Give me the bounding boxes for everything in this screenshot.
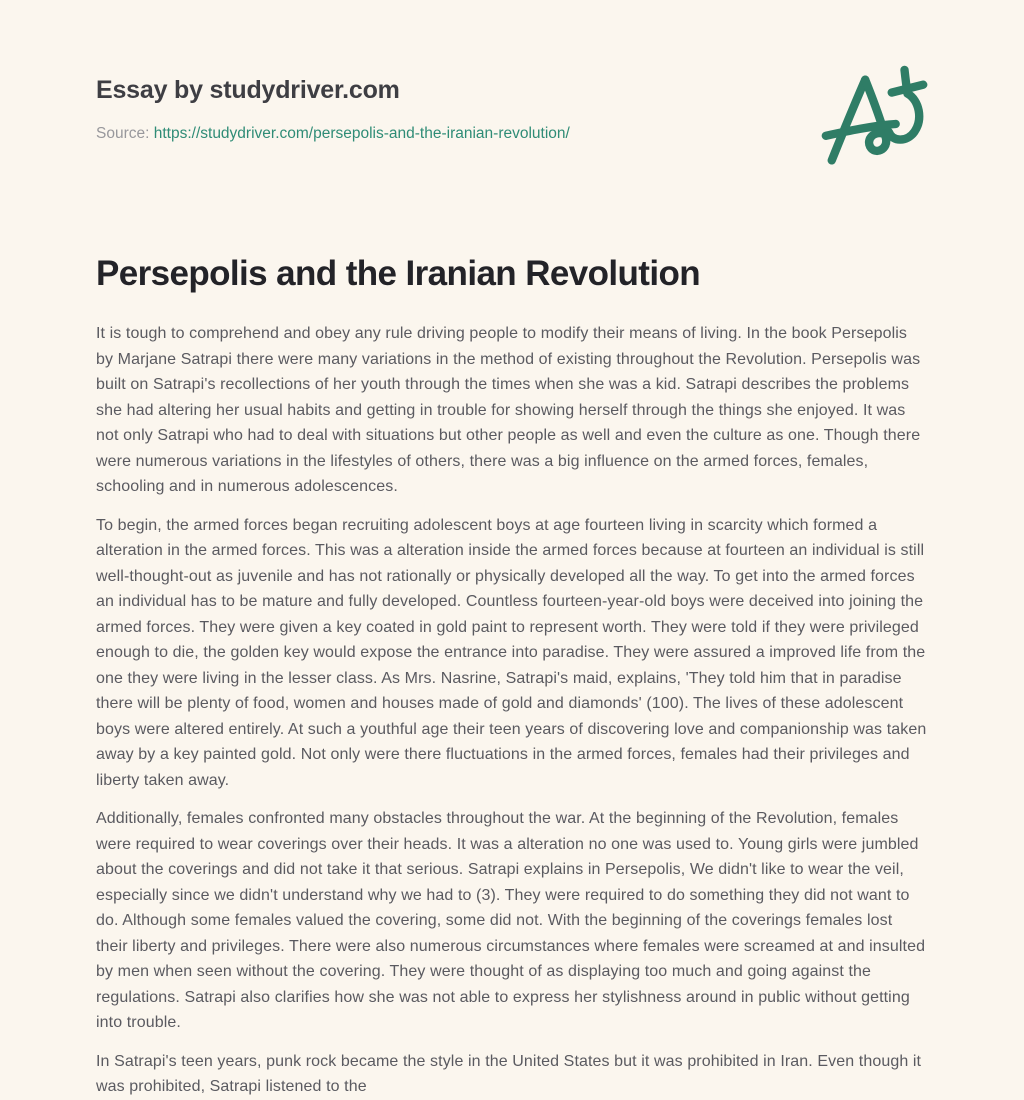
studydriver-logo xyxy=(816,64,936,182)
essay-title: Persepolis and the Iranian Revolution xyxy=(96,254,701,293)
page-header xyxy=(96,76,928,145)
source-label: Source: xyxy=(96,125,150,142)
essay-article xyxy=(96,253,928,1100)
essay-paragraph: To begin, the armed forces began recruiting adolescent boys at age fourteen living in scarcity which formed a alteration in the armed forces. This was a alteration inside the armed forces because at fourteen an individual is still well-thought-out as juvenile and has not rationally or physically developed all the way. To get into the armed forces an individual has to be mature and fully developed. Countless fourteen-year-old boys were deceived into joining the armed forces. They were given a key coated in gold paint to represent worth. They were told if they were privileged enough to die, the golden key would expose the entrance into paradise. They were assured a improved life from the one they were living in the lesser class. As Mrs. Nasrine, Satrapi's maid, explains, 'They told him that in paradise there will be plenty of food, women and houses made of gold and diamonds' (100). The lives of these adolescent boys were altered entirely. At such a youthful age their teen years of discovering love and companionship was taken away by a key painted gold. Not only were there fluctuations in the armed forces, females had their privileges and liberty taken away. xyxy=(96,516,927,789)
essay-paragraph: In Satrapi's teen years, punk rock became the style in the United States but it was prohibited in Iran. Even though it was prohibited, Satrapi listened to the xyxy=(96,1052,922,1095)
source-link[interactable]: https://studydriver.com/persepolis-and-the-iranian-revolution/ xyxy=(153,125,570,142)
source-line xyxy=(96,123,928,145)
a-plus-icon xyxy=(816,64,936,182)
essay-body xyxy=(96,321,928,1100)
page-title: Essay by studydriver.com xyxy=(96,76,400,104)
essay-paragraph: It is tough to comprehend and obey any rule driving people to modify their means of living. In the book Persepolis by Marjane Satrapi there were many variations in the method of existing throughout the Revolution. Persepolis was built on Satrapi's recollections of her youth through the times when she was a kid. Satrapi describes the problems she had altering her usual habits and getting in trouble for showing herself through the things she enjoyed. It was not only Satrapi who had to deal with situations but other people as well and even the culture as one. Though there were numerous variations in the lifestyles of others, there was a big influence on the armed forces, females, schooling and in numerous adolescences. xyxy=(96,325,921,495)
essay-paragraph: Additionally, females confronted many obstacles throughout the war. At the beginning of the Revolution, females were required to wear coverings over their heads. It was a alteration no one was used to. Young girls were jumbled about the coverings and did not take it that serious. Satrapi explains in Persepolis, We didn't like to wear the veil, especially since we didn't understand why we had to (3). They were required to do something they did not want to do. Although some females valued the covering, some did not. With the beginning of the coverings females lost their liberty and privileges. There were also numerous circumstances where females were screamed at and insulted by men when seen without the covering. They were thought of as displaying too much and going against the regulations. Satrapi also clarifies how she was not able to express her stylishness around in public without getting into trouble. xyxy=(96,810,926,1031)
